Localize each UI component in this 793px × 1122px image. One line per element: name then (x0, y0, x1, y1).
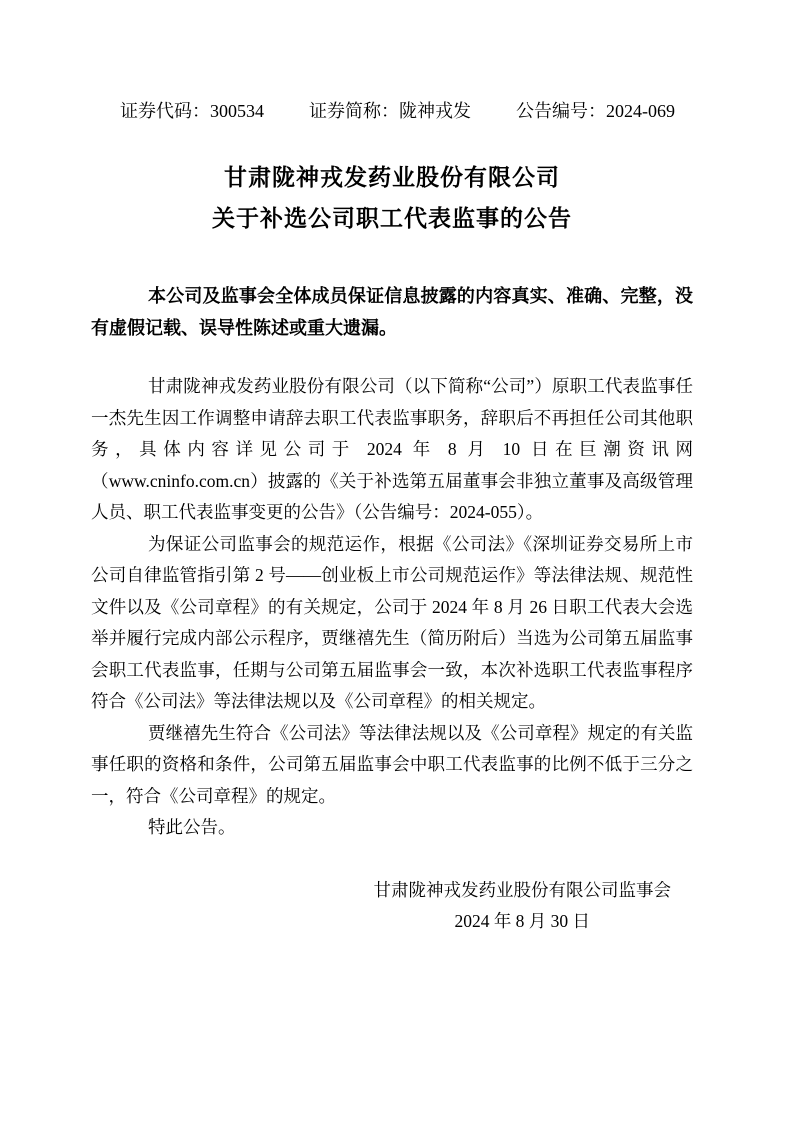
announcement-number-value: 2024-069 (606, 101, 675, 121)
stock-code (120, 101, 264, 121)
stock-name-value: 陇神戎发 (399, 101, 471, 121)
signature-block (91, 875, 671, 938)
announcement-number-label: 公告编号： (516, 101, 606, 121)
stock-code-label: 证券代码： (120, 101, 210, 121)
document-header (120, 101, 675, 121)
stock-code-value: 300534 (210, 101, 264, 121)
signature-inner (374, 875, 672, 938)
announcement-title: 关于补选公司职工代表监事的公告 (212, 206, 572, 231)
body-paragraph-3: 贾继禧先生符合《公司法》等法律法规以及《公司章程》规定的有关监事任职的资格和条件，公司第五届监事会中职工代表监事的比例不低于三分之一，符合《公司章程》的规定。 (91, 722, 693, 806)
signature-date: 2024 年 8 月 30 日 (454, 911, 591, 931)
body-paragraph-1: 甘肃陇神戎发药业股份有限公司（以下简称“公司”）原职工代表监事任一杰先生因工作调整申请辞去职工代表监事职务，辞职后不再担任公司其他职务，具体内容详见公司于 2024 年 8 月 10 日在巨潮资讯网（www.cninfo.com.cn）披露的《关于补选第五届董事会非独立董事及高级管理人员、职工代表监事变更的公告》（公告编号：2024-055）。 (91, 376, 693, 522)
company-name-title: 甘肃陇神戎发药业股份有限公司 (224, 165, 560, 190)
announcement-number (516, 101, 675, 121)
body-paragraph-2: 为保证公司监事会的规范运作，根据《公司法》《深圳证券交易所上市公司自律监管指引第 2 号——创业板上市公司规范运作》等法律法规、规范性文件以及《公司章程》的有关规定，公司于 2024 年 8 月 26 日职工代表大会选举并履行完成内部公示程序，贾继禧先生（简历附后）当选为公司第五届监事会职工代表监事，任期与公司第五届监事会一致，本次补选职工代表监事程序符合《公司法》等法律法规以及《公司章程》的相关规定。 (91, 533, 693, 711)
disclaimer-statement: 本公司及监事会全体成员保证信息披露的内容真实、准确、完整，没有虚假记载、误导性陈述或重大遗漏。 (91, 286, 693, 338)
signature-company: 甘肃陇神戎发药业股份有限公司监事会 (373, 879, 671, 900)
stock-name-label: 证券简称： (309, 101, 399, 121)
closing-statement: 特此公告。 (148, 817, 236, 837)
stock-name (309, 101, 471, 121)
